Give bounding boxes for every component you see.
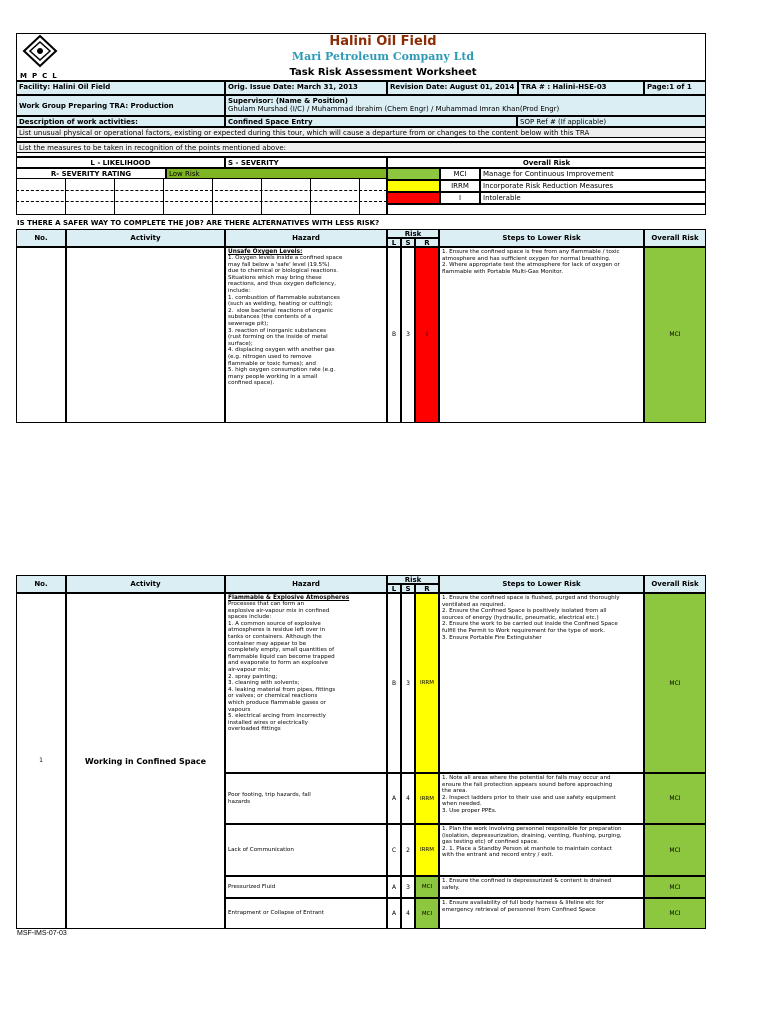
orig-issue-date: Orig. Issue Date: March 31, 2013 bbox=[225, 81, 387, 95]
p2-col-r: R bbox=[415, 584, 439, 593]
p2-row-number: 1 bbox=[16, 593, 66, 929]
page-number: Page:1 of 1 bbox=[644, 81, 706, 95]
p2-row1-hazard-cell bbox=[225, 593, 387, 773]
p2-row2-steps-cell bbox=[439, 773, 644, 824]
p1-risk-r: I bbox=[415, 247, 439, 423]
tra-number: TRA # : Halini-HSE-03 bbox=[518, 81, 644, 95]
p2-row2-overall: MCI bbox=[644, 773, 706, 824]
p2-row3-steps-cell bbox=[439, 824, 644, 876]
p2-col-hazard: Hazard bbox=[225, 575, 387, 593]
p2-row2-r: IRRM bbox=[415, 773, 439, 824]
low-risk-band: Low Risk bbox=[166, 168, 387, 179]
diamond-logo-icon bbox=[20, 34, 60, 68]
work-group-text: Work Group Preparing TRA: Production bbox=[19, 101, 174, 110]
desc-value: Confined Space Entry bbox=[225, 116, 517, 127]
p1-overall: MCI bbox=[644, 247, 706, 423]
safer-question: IS THERE A SAFER WAY TO COMPLETE THE JOB? ARE THERE ALTERNATIVES WITH LESS RISK? bbox=[17, 219, 380, 227]
col-r: R bbox=[415, 238, 439, 247]
p2-row2-s: 4 bbox=[401, 773, 415, 824]
sop-ref: SOP Ref # (If applicable) bbox=[517, 116, 706, 127]
col-s: S bbox=[401, 238, 415, 247]
p2-row1-l: B bbox=[387, 593, 401, 773]
legend-dashes-2 bbox=[16, 201, 387, 202]
p1-hazard-cell bbox=[225, 247, 387, 423]
revision-date: Revision Date: August 01, 2014 bbox=[387, 81, 518, 95]
p2-row1-steps-cell bbox=[439, 593, 644, 773]
p2-row4-steps-cell bbox=[439, 876, 644, 898]
p1-no-cell bbox=[16, 247, 66, 423]
p2-col-l: L bbox=[387, 584, 401, 593]
legend-grid bbox=[16, 179, 387, 215]
p2-row4-r: MCI bbox=[415, 876, 439, 898]
legend-swatch-irrm bbox=[387, 180, 440, 192]
legend-blank bbox=[387, 204, 706, 215]
legend-dashes bbox=[16, 190, 387, 191]
p2-col-s: S bbox=[401, 584, 415, 593]
p2-row5-r: MCI bbox=[415, 898, 439, 929]
overall-risk-label: Overall Risk bbox=[387, 157, 706, 168]
col-l: L bbox=[387, 238, 401, 247]
desc-label: Description of work activities: bbox=[16, 116, 225, 127]
unusual-factors: List unusual physical or operational factors, existing or expected during this tour, which will cause a departure from or changes to the content below with this TRA bbox=[16, 127, 706, 138]
p1-steps-cell bbox=[439, 247, 644, 423]
p1-risk-l: B bbox=[387, 247, 401, 423]
legend-code-i: I bbox=[440, 192, 480, 204]
p2-row5-steps: 1. Ensure availability of full body harness & lifeline etc for emergency retrieval of personnel from Confined Space bbox=[442, 900, 604, 913]
legend-swatch-i bbox=[387, 192, 440, 204]
p2-row2-l: A bbox=[387, 773, 401, 824]
p2-col-activity: Activity bbox=[66, 575, 225, 593]
p2-row5-hazard: Entrapment or Collapse of Entrant bbox=[228, 910, 324, 917]
col-activity: Activity bbox=[66, 229, 225, 247]
form-code: MSF-IMS-07-03 bbox=[17, 930, 67, 937]
legend-code-mci: MCI bbox=[440, 168, 480, 180]
p1-activity-cell bbox=[66, 247, 225, 423]
p2-col-risk: Risk bbox=[387, 575, 439, 584]
p2-row3-hazard: Lack of Communication bbox=[228, 846, 294, 853]
p2-row1-r: IRRM bbox=[415, 593, 439, 773]
logo-text: MPCL bbox=[20, 72, 62, 80]
mpcl-logo bbox=[20, 34, 60, 80]
p1-hazard-body: 1. Oxygen levels inside a confined space may fall below a 'safe' level (19.5%) due to chemical or biological reactions. Situations which may bring these reactions, and thus oxygen deficiency, include: 1. combustion of flammable substances (such as welding, heating or cutting); 2. slow bacterial reactions of organic substances (the contents of a sewerage pit); 3. reaction of inorganic substances (rust forming on the inside of metal surface); 4. displacing oxygen with another gas (e.g. nitrogen used to remove flammable or toxic fumes); and 5. high oxygen consumption rate (e.g. many people working in a small confined space). bbox=[228, 255, 343, 387]
p1-hazard-title: Unsafe Oxygen Levels: bbox=[228, 249, 303, 255]
col-steps: Steps to Lower Risk bbox=[439, 229, 644, 247]
col-no: No. bbox=[16, 229, 66, 247]
p1-steps: 1. Ensure the confined space is free from any flammable / toxic atmosphere and has sufficient oxygen for normal breathing. 2. Where appropriate test the atmosphere for lack of oxygen or flammable with Portable Multi-Gas Monitor. bbox=[442, 249, 620, 275]
p2-row2-hazard: Poor footing, trip hazards, fall hazards bbox=[228, 791, 311, 805]
p2-row5-hazard-cell bbox=[225, 898, 387, 929]
p2-col-overall: Overall Risk bbox=[644, 575, 706, 593]
p2-row1-s: 3 bbox=[401, 593, 415, 773]
p2-row5-s: 4 bbox=[401, 898, 415, 929]
facility: Facility: Halini Oil Field bbox=[16, 81, 225, 95]
p2-row3-steps: 1. Plan the work involving personnel responsible for preparation (isolation, depressurization, draining, venting, flushing, purging, gas testing etc) of confined space. 2. 1. Place a Standby Person at manhole to maintain contact with the entrant and record entry / exit. bbox=[442, 826, 622, 859]
likelihood-label: L - LIKELIHOOD bbox=[16, 157, 225, 168]
p2-row1-hazard: Processes that can form an explosive air-vapour mix in confined spaces include: 1. A common source of explosive atmospheres is residue left over in tanks or containers. Although the container may appear to be completely empty, small quantities of flammable liquid can become trapped and evaporate to form an explosive air-vapour mix; 2. spray painting; 3. cleaning with solvents; 4. leaking material from pipes, fittings or valves; or chemical reactions which produce flammable gases or vapours 5. electrical arcing from incorrectly installed wires or electrically overloaded fittings bbox=[228, 601, 336, 733]
p2-activity: Working in Confined Space bbox=[66, 593, 225, 929]
p2-row1-steps: 1. Ensure the confined space is flushed, purged and thoroughly ventilated as required. 2. Ensure the Confined Space is positively isolated from all sources of energy (hydraulic, pneumatic, electrical etc.) 2. Ensure the work to be carried out inside the Confined Space fulfill the Permit to Work requirement for the type of work. 3. Ensure Portable Fire Extinguisher bbox=[442, 595, 620, 641]
p2-row5-l: A bbox=[387, 898, 401, 929]
supervisor bbox=[225, 95, 706, 116]
p2-row1-overall: MCI bbox=[644, 593, 706, 773]
p2-row3-l: C bbox=[387, 824, 401, 876]
p2-row4-hazard: Pressurized Fluid bbox=[228, 883, 276, 890]
p2-row4-s: 3 bbox=[401, 876, 415, 898]
legend-desc-irrm: Incorporate Risk Reduction Measures bbox=[480, 180, 706, 192]
p2-row2-hazard-cell bbox=[225, 773, 387, 824]
p2-row2-steps: 1. Note all areas where the potential for falls may occur and ensure the fall protection appears sound before approaching the area. 2. Inspect ladders prior to their use and use safety equipment when needed. 3. Use proper PPEs. bbox=[442, 775, 616, 814]
p2-row3-overall: MCI bbox=[644, 824, 706, 876]
p1-risk-s: 3 bbox=[401, 247, 415, 423]
legend-desc-mci: Manage for Continuous Improvement bbox=[480, 168, 706, 180]
supervisor-label: Supervisor: (Name & Position) bbox=[228, 97, 348, 105]
p2-row3-r: IRRM bbox=[415, 824, 439, 876]
legend-code-irrm: IRRM bbox=[440, 180, 480, 192]
p2-row4-overall: MCI bbox=[644, 876, 706, 898]
col-overall: Overall Risk bbox=[644, 229, 706, 247]
col-risk: Risk bbox=[387, 229, 439, 238]
p2-row4-hazard-cell bbox=[225, 876, 387, 898]
col-hazard: Hazard bbox=[225, 229, 387, 247]
work-group bbox=[16, 95, 225, 116]
p2-row4-l: A bbox=[387, 876, 401, 898]
severity-rating-label: R- SEVERITY RATING bbox=[16, 168, 166, 179]
company-name: Mari Petroleum Company Ltd bbox=[291, 49, 475, 63]
p2-row5-overall: MCI bbox=[644, 898, 706, 929]
p2-row3-s: 2 bbox=[401, 824, 415, 876]
legend-desc-i: Intolerable bbox=[480, 192, 706, 204]
p2-row1-hazard-title: Flammable & Explosive Atmospheres bbox=[228, 595, 350, 601]
p2-row5-steps-cell bbox=[439, 898, 644, 929]
p2-row4-steps: 1. Ensure the confined is depressurized & content is drained safely. bbox=[442, 878, 612, 891]
page-title: Halini Oil Field bbox=[329, 33, 437, 49]
document-title: Task Risk Assessment Worksheet bbox=[289, 66, 477, 78]
p2-col-steps: Steps to Lower Risk bbox=[439, 575, 644, 593]
severity-label: S - SEVERITY bbox=[225, 157, 387, 168]
supervisor-names: Ghulam Murshad (I/C) / Muhammad Ibrahim (Chem Engr) / Muhammad Imran Khan(Prod Engr) bbox=[228, 105, 560, 113]
legend-swatch-mci bbox=[387, 168, 440, 180]
measures: List the measures to be taken in recognition of the points mentioned above: bbox=[16, 142, 706, 153]
p2-row3-hazard-cell bbox=[225, 824, 387, 876]
p2-col-no: No. bbox=[16, 575, 66, 593]
